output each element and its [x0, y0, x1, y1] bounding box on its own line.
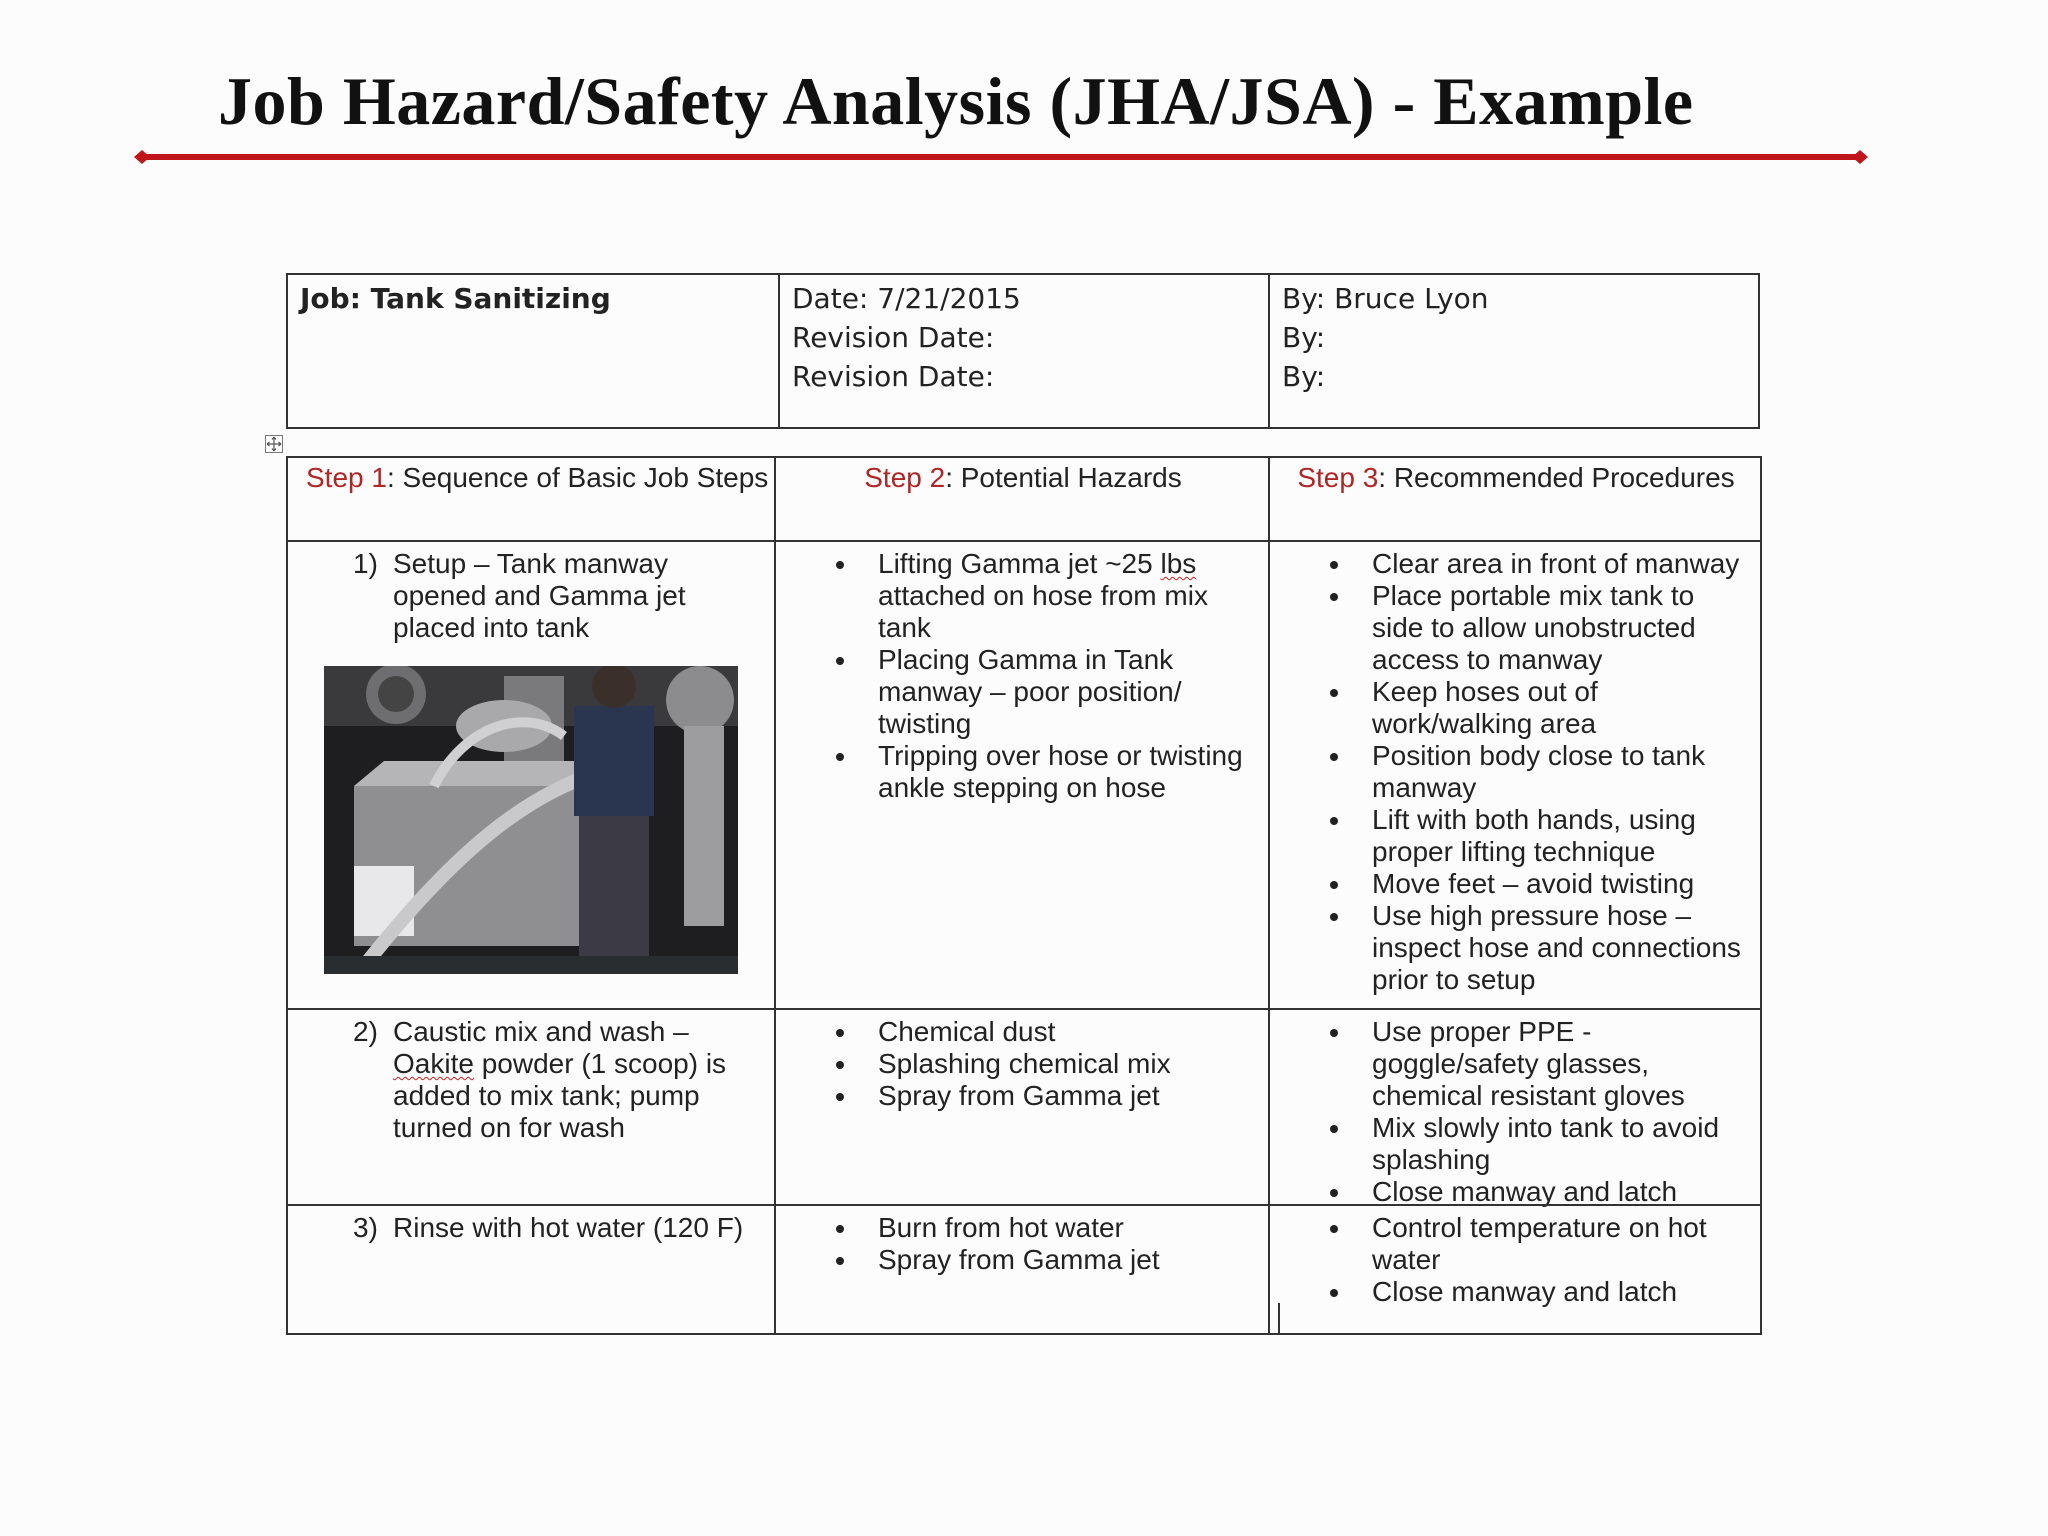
step-label: Step 1 — [306, 462, 387, 493]
step-label: Step 2 — [864, 462, 946, 493]
step-text: Setup – Tank manway opened and Gamma jet placed into tank — [393, 548, 686, 643]
tank-sanitizing-photo — [324, 666, 738, 974]
list-item: Close manway and latch — [1330, 1276, 1752, 1308]
list-item: Lift with both hands, using proper lifting technique — [1330, 804, 1752, 868]
text-cursor — [1278, 1303, 1280, 1333]
table-row-1-procedures — [1268, 540, 1760, 1008]
by-line: By: — [1282, 321, 1326, 354]
table-row-3-step — [288, 1204, 774, 1333]
list-item: Position body close to tank manway — [1330, 740, 1752, 804]
list-item: Placing Gamma in Tank manway – poor position/ twisting — [836, 644, 1260, 740]
list-item: Spray from Gamma jet — [836, 1244, 1260, 1276]
table-row-3-hazards — [774, 1204, 1268, 1333]
job-info-table — [286, 273, 1760, 429]
step-number: 3) — [353, 1212, 378, 1243]
list-item: Use high pressure hose – inspect hose and connections prior to setup — [1330, 900, 1752, 996]
list-item: Lifting Gamma jet ~25 lbs attached on hose from mix tank — [836, 548, 1260, 644]
column-header-step3 — [1268, 458, 1760, 540]
list-item: Mix slowly into tank to avoid splashing — [1330, 1112, 1752, 1176]
step-text: Caustic mix and wash – Oakite powder (1 scoop) is added to mix tank; pump turned on for wash — [393, 1016, 727, 1143]
date-line: Date: 7/21/2015 — [792, 282, 1021, 315]
list-item: Keep hoses out of work/walking area — [1330, 676, 1752, 740]
by-line: By: Bruce Lyon — [1282, 282, 1489, 315]
table-row-1-step — [288, 540, 774, 1008]
list-item: Clear area in front of manway — [1330, 548, 1752, 580]
title-underline — [134, 150, 1868, 164]
column-header-label: : Recommended Procedures — [1378, 462, 1735, 493]
by-line: By: — [1282, 360, 1326, 393]
step-text: Rinse with hot water (120 F) — [393, 1212, 744, 1243]
table-move-handle-icon[interactable] — [265, 435, 283, 453]
revision-date-line: Revision Date: — [792, 360, 995, 393]
column-header-label: : Potential Hazards — [945, 462, 1182, 493]
job-title: Job: Tank Sanitizing — [300, 282, 611, 315]
column-header-step1 — [288, 458, 774, 540]
list-item: Control temperature on hot water — [1330, 1212, 1752, 1276]
table-row-2-hazards — [774, 1008, 1268, 1204]
list-item: Move feet – avoid twisting — [1330, 868, 1752, 900]
revision-date-line: Revision Date: — [792, 321, 995, 354]
by-cell — [1268, 275, 1758, 427]
column-header-step2 — [774, 458, 1268, 540]
column-header-label: : Sequence of Basic Job Steps — [386, 462, 769, 493]
list-item: Splashing chemical mix — [836, 1048, 1260, 1080]
jha-table — [286, 456, 1762, 1335]
list-item: Close manway and latch — [1330, 1176, 1752, 1208]
slide-title: Job Hazard/Safety Analysis (JHA/JSA) - Example — [218, 63, 1694, 139]
date-cell — [778, 275, 1268, 427]
list-item: Burn from hot water — [836, 1212, 1260, 1244]
list-item: Place portable mix tank to side to allow unobstructed access to manway — [1330, 580, 1752, 676]
table-row-2-procedures — [1268, 1008, 1760, 1207]
step-number: 2) — [353, 1016, 378, 1047]
list-item: Use proper PPE - goggle/safety glasses, chemical resistant gloves — [1330, 1016, 1752, 1112]
step-label: Step 3 — [1297, 462, 1379, 493]
table-row-2-step — [288, 1008, 774, 1204]
table-row-1-hazards — [774, 540, 1268, 1008]
list-item: Tripping over hose or twisting ankle stepping on hose — [836, 740, 1260, 804]
list-item: Spray from Gamma jet — [836, 1080, 1260, 1112]
list-item: Chemical dust — [836, 1016, 1260, 1048]
table-row-3-procedures — [1268, 1204, 1760, 1333]
step-number: 1) — [353, 548, 378, 579]
job-cell — [288, 275, 778, 427]
